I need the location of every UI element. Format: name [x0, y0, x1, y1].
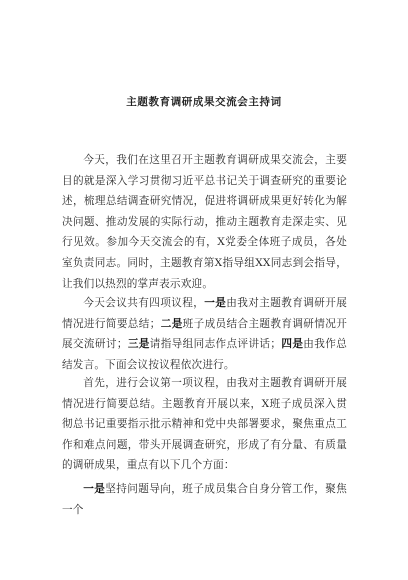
- agenda-item-1-marker: 一是: [204, 297, 227, 309]
- paragraph-text: 首先，进行会议第一项议程，由我对主题教育调研开展情况进行简要总结。主题教育开展以来，X班子成员深入贯彻总书记重要指示批示精神和党中央部署要求，聚焦重点工作和难点问题，带头开展调查研究，形成了有分量、有质量的调研成果，重点有以下几个方面：: [62, 377, 347, 472]
- paragraph-opening: [62, 150, 347, 294]
- paragraph-agenda: [62, 293, 347, 375]
- point-1-marker: 一是: [83, 483, 106, 495]
- agenda-item-4-text: 由我作总结发言。下面会议按议程依次进行。: [62, 338, 347, 371]
- agenda-item-1-text: 由我对主题教育调研开展情况进行简要总结；: [62, 297, 348, 330]
- agenda-item-2-text: 班子成员结合主题教育调研情况开展交流研讨；: [62, 317, 347, 351]
- point-1-text: 坚持问题导向，班子成员集合自身分管工作，聚焦一个: [62, 483, 348, 516]
- agenda-item-3-marker: 三是: [127, 338, 150, 351]
- agenda-item-3-text: 请指导组同志作点评讲话；: [149, 338, 282, 351]
- paragraph-text: 今天，我们在这里召开主题教育调研成果交流会，主要目的就是深入学习贯彻习近平总书记关于调查研究的重要论述，梳理总结调查研究情况，促进将调研成果更好转化为解决问题、推动发展的实际行动，推动主题教育走深走实、见行见效。参加今天交流会的有，X党委全体班子成员，各处室负责同志。同时，主题教育第X指导组XX同志到会指导，让我们以热烈的掌声表示欢迎。: [62, 154, 347, 290]
- agenda-item-4-marker: 四是: [281, 338, 304, 351]
- paragraph-first-agenda: [62, 373, 347, 476]
- document-title: 主题教育调研成果交流会主持词: [126, 96, 282, 108]
- agenda-intro-text: 今天会议共有四项议程，: [83, 297, 205, 309]
- paragraph-point-one: [62, 479, 347, 520]
- agenda-item-2-marker: 二是: [160, 317, 183, 330]
